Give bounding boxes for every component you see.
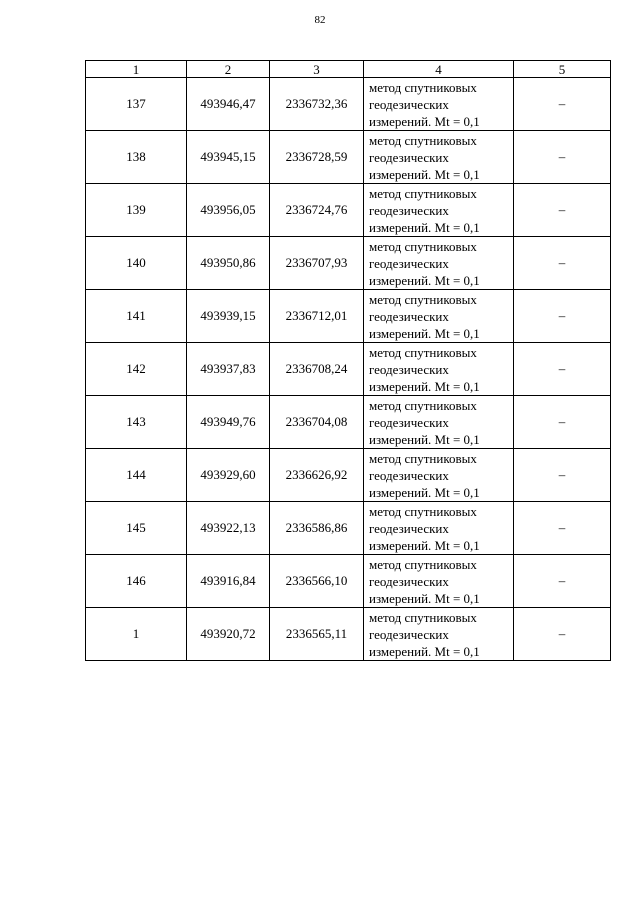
point-number-cell: 138: [86, 131, 187, 184]
method-line: метод спутниковых: [369, 450, 477, 466]
method-cell: [364, 555, 514, 608]
method-line: измерений. Mt = 0,1: [369, 484, 480, 500]
y-coordinate-cell: 2336565,11: [270, 608, 364, 661]
method-line: геодезических: [369, 573, 449, 589]
method-line: геодезических: [369, 467, 449, 483]
table-row: [86, 131, 611, 184]
point-number-cell: 143: [86, 396, 187, 449]
x-coordinate-cell: 493929,60: [187, 449, 270, 502]
point-number-cell: 142: [86, 343, 187, 396]
method-cell: [364, 608, 514, 661]
point-number-cell: 141: [86, 290, 187, 343]
method-line: метод спутниковых: [369, 397, 477, 413]
point-number-cell: 145: [86, 502, 187, 555]
point-number-cell: 144: [86, 449, 187, 502]
coordinates-table: [85, 60, 611, 661]
x-coordinate-cell: 493956,05: [187, 184, 270, 237]
method-cell: [364, 184, 514, 237]
table-row: [86, 449, 611, 502]
header-col-5: 5: [514, 61, 611, 78]
table-row: [86, 502, 611, 555]
method-line: метод спутниковых: [369, 238, 477, 254]
table-row: [86, 396, 611, 449]
note-cell: –: [514, 555, 611, 608]
method-line: метод спутниковых: [369, 291, 477, 307]
method-line: измерений. Mt = 0,1: [369, 378, 480, 394]
page-number: 82: [314, 14, 326, 26]
point-number-cell: 139: [86, 184, 187, 237]
method-line: измерений. Mt = 0,1: [369, 113, 480, 129]
note-cell: –: [514, 78, 611, 131]
method-line: геодезических: [369, 149, 449, 165]
method-cell: [364, 237, 514, 290]
x-coordinate-cell: 493946,47: [187, 78, 270, 131]
method-cell: [364, 131, 514, 184]
method-line: измерений. Mt = 0,1: [369, 590, 480, 606]
x-coordinate-cell: 493920,72: [187, 608, 270, 661]
method-cell: [364, 502, 514, 555]
point-number-cell: 146: [86, 555, 187, 608]
method-line: геодезических: [369, 255, 449, 271]
y-coordinate-cell: 2336626,92: [270, 449, 364, 502]
note-cell: –: [514, 343, 611, 396]
method-line: метод спутниковых: [369, 185, 477, 201]
note-cell: –: [514, 449, 611, 502]
y-coordinate-cell: 2336566,10: [270, 555, 364, 608]
header-col-3: 3: [270, 61, 364, 78]
method-line: измерений. Mt = 0,1: [369, 643, 480, 659]
y-coordinate-cell: 2336724,76: [270, 184, 364, 237]
method-line: геодезических: [369, 308, 449, 324]
point-number-cell: 137: [86, 78, 187, 131]
y-coordinate-cell: 2336712,01: [270, 290, 364, 343]
x-coordinate-cell: 493922,13: [187, 502, 270, 555]
y-coordinate-cell: 2336708,24: [270, 343, 364, 396]
method-line: геодезических: [369, 414, 449, 430]
header-col-4: 4: [364, 61, 514, 78]
method-line: геодезических: [369, 96, 449, 112]
table-row: [86, 184, 611, 237]
method-line: измерений. Mt = 0,1: [369, 537, 480, 553]
method-line: метод спутниковых: [369, 79, 477, 95]
table-row: [86, 237, 611, 290]
method-line: метод спутниковых: [369, 132, 477, 148]
table-row: [86, 78, 611, 131]
method-line: метод спутниковых: [369, 503, 477, 519]
method-cell: [364, 78, 514, 131]
y-coordinate-cell: 2336704,08: [270, 396, 364, 449]
note-cell: –: [514, 290, 611, 343]
method-line: геодезических: [369, 626, 449, 642]
point-number-cell: 140: [86, 237, 187, 290]
x-coordinate-cell: 493950,86: [187, 237, 270, 290]
method-line: геодезических: [369, 202, 449, 218]
point-number-cell: 1: [86, 608, 187, 661]
table-row: [86, 555, 611, 608]
method-line: измерений. Mt = 0,1: [369, 325, 480, 341]
x-coordinate-cell: 493945,15: [187, 131, 270, 184]
y-coordinate-cell: 2336586,86: [270, 502, 364, 555]
method-cell: [364, 396, 514, 449]
method-cell: [364, 449, 514, 502]
y-coordinate-cell: 2336707,93: [270, 237, 364, 290]
table-body: [86, 78, 611, 661]
method-line: измерений. Mt = 0,1: [369, 219, 480, 235]
method-line: метод спутниковых: [369, 556, 477, 572]
x-coordinate-cell: 493939,15: [187, 290, 270, 343]
method-line: геодезических: [369, 520, 449, 536]
x-coordinate-cell: 493949,76: [187, 396, 270, 449]
note-cell: –: [514, 396, 611, 449]
note-cell: –: [514, 131, 611, 184]
table-row: [86, 343, 611, 396]
method-line: метод спутниковых: [369, 344, 477, 360]
method-line: измерений. Mt = 0,1: [369, 431, 480, 447]
method-line: измерений. Mt = 0,1: [369, 272, 480, 288]
method-cell: [364, 290, 514, 343]
x-coordinate-cell: 493937,83: [187, 343, 270, 396]
x-coordinate-cell: 493916,84: [187, 555, 270, 608]
y-coordinate-cell: 2336732,36: [270, 78, 364, 131]
y-coordinate-cell: 2336728,59: [270, 131, 364, 184]
note-cell: –: [514, 502, 611, 555]
note-cell: –: [514, 237, 611, 290]
note-cell: –: [514, 608, 611, 661]
header-col-1: 1: [86, 61, 187, 78]
table-header: [86, 61, 611, 78]
header-row: [86, 61, 611, 78]
method-line: геодезических: [369, 361, 449, 377]
method-line: измерений. Mt = 0,1: [369, 166, 480, 182]
method-line: метод спутниковых: [369, 609, 477, 625]
table-row: [86, 290, 611, 343]
method-cell: [364, 343, 514, 396]
header-col-2: 2: [187, 61, 270, 78]
table-row: [86, 608, 611, 661]
note-cell: –: [514, 184, 611, 237]
